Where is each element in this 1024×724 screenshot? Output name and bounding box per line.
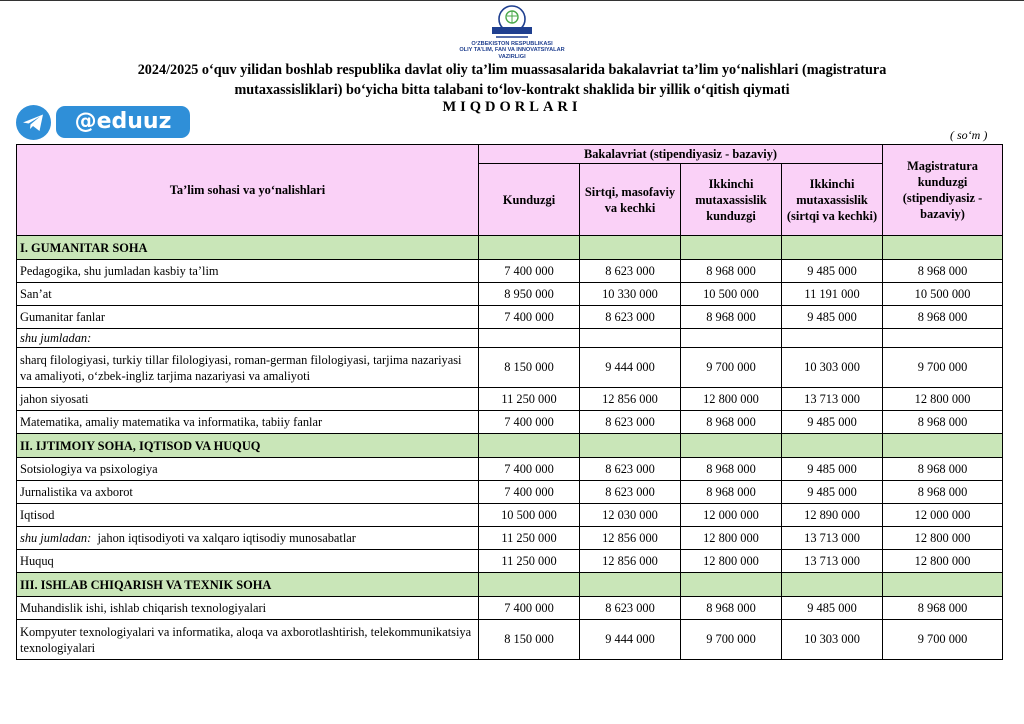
row-name-cell: Huquq: [17, 550, 479, 573]
telegram-icon: [16, 105, 51, 140]
row-name-cell: Matematika, amaliy matematika va informatika, tabiiy fanlar: [17, 411, 479, 434]
section-empty-cell: [782, 434, 883, 458]
header-master: Magistratura kunduzgi (stipendiyasiz - bazaviy): [883, 145, 1003, 236]
fee-value-cell: 8 623 000: [580, 306, 681, 329]
title-line: 2024/2025 o‘quv yilidan boshlab respublika davlat oliy ta’lim muassasalarida bakalavriat ta’lim yo‘nalishlari (magistratura: [137, 62, 887, 78]
fee-value-cell: 12 800 000: [681, 388, 782, 411]
ministry-line: OLIY TA’LIM, FAN VA INNOVATSIYALAR: [459, 47, 565, 54]
fee-value-cell: 12 890 000: [782, 504, 883, 527]
table-row: [17, 481, 1003, 504]
section-empty-cell: [782, 573, 883, 597]
fee-value-cell: 9 485 000: [782, 411, 883, 434]
fee-value-cell: 9 700 000: [883, 620, 1003, 660]
section-empty-cell: [479, 573, 580, 597]
section-empty-cell: [883, 236, 1003, 260]
fee-value-cell: 10 500 000: [883, 283, 1003, 306]
row-name-cell: San’at: [17, 283, 479, 306]
fee-value-cell: 8 968 000: [883, 260, 1003, 283]
row-name-cell: Muhandislik ishi, ishlab chiqarish texnologiyalari: [17, 597, 479, 620]
header-field: Ta’lim sohasi va yo‘nalishlari: [17, 145, 479, 236]
section-empty-cell: [782, 236, 883, 260]
fee-value-cell: 12 800 000: [883, 388, 1003, 411]
fee-value-cell: 11 250 000: [479, 388, 580, 411]
fee-value-cell: 9 700 000: [681, 348, 782, 388]
fee-value-cell: 8 150 000: [479, 620, 580, 660]
table-row: [17, 504, 1003, 527]
fee-value-cell: 12 856 000: [580, 550, 681, 573]
section-title: III. ISHLAB CHIQARISH VA TEXNIK SOHA: [17, 573, 479, 597]
fee-value-cell: 8 950 000: [479, 283, 580, 306]
fee-value-cell: 10 303 000: [782, 620, 883, 660]
ministry-emblem-icon: [487, 3, 537, 41]
fee-value-cell: 9 485 000: [782, 481, 883, 504]
fee-value-cell: 10 500 000: [479, 504, 580, 527]
ministry-line: VAZIRLIGI: [498, 53, 526, 60]
table-row: [17, 550, 1003, 573]
fee-value-cell: 8 968 000: [681, 481, 782, 504]
section-empty-cell: [479, 434, 580, 458]
fee-value-cell: 8 968 000: [681, 260, 782, 283]
fee-value-cell: 8 623 000: [580, 260, 681, 283]
fee-value-cell: 13 713 000: [782, 388, 883, 411]
section-title: II. IJTIMOIY SOHA, IQTISOD VA HUQUQ: [17, 434, 479, 458]
fee-value-cell: 12 856 000: [580, 527, 681, 550]
fee-value-cell: 8 968 000: [883, 481, 1003, 504]
row-name-cell: Pedagogika, shu jumladan kasbiy ta’lim: [17, 260, 479, 283]
fee-value-cell: 8 968 000: [883, 306, 1003, 329]
fee-value-cell: 12 000 000: [681, 504, 782, 527]
empty-cell: [883, 329, 1003, 348]
section-empty-cell: [580, 573, 681, 597]
fee-value-cell: 8 968 000: [681, 306, 782, 329]
fee-value-cell: 10 500 000: [681, 283, 782, 306]
note-row: [17, 329, 1003, 348]
note-text: shu jumladan:: [17, 329, 479, 348]
table-row: [17, 411, 1003, 434]
table-row: [17, 620, 1003, 660]
empty-cell: [681, 329, 782, 348]
row-name-prefix: shu jumladan:: [20, 531, 92, 545]
table-row: [17, 458, 1003, 481]
fee-value-cell: 9 485 000: [782, 260, 883, 283]
section-title: I. GUMANITAR SOHA: [17, 236, 479, 260]
section-row: [17, 573, 1003, 597]
header-bachelor-group: Bakalavriat (stipendiyasiz - bazaviy): [479, 145, 883, 164]
fee-value-cell: 8 968 000: [681, 458, 782, 481]
row-name-cell: Jurnalistika va axborot: [17, 481, 479, 504]
fee-value-cell: 8 623 000: [580, 481, 681, 504]
fee-value-cell: 8 968 000: [883, 411, 1003, 434]
header-second-degree-full-time: Ikkinchi mutaxassislik kunduzgi: [681, 164, 782, 236]
table-body: [17, 236, 1003, 660]
section-empty-cell: [580, 434, 681, 458]
fee-value-cell: 7 400 000: [479, 481, 580, 504]
table-row: [17, 283, 1003, 306]
fee-value-cell: 9 485 000: [782, 597, 883, 620]
fee-value-cell: 12 800 000: [883, 550, 1003, 573]
fee-value-cell: 8 968 000: [883, 458, 1003, 481]
fee-value-cell: 12 000 000: [883, 504, 1003, 527]
fee-value-cell: 7 400 000: [479, 411, 580, 434]
section-empty-cell: [681, 434, 782, 458]
table-row: [17, 348, 1003, 388]
fee-value-cell: 11 250 000: [479, 550, 580, 573]
row-name-cell: sharq filologiyasi, turkiy tillar filologiyasi, roman-german filologiyasi, tarjima nazariyasi va amaliyoti, o‘zbek-ingliz tarjima nazariyasi va amaliyoti: [17, 348, 479, 388]
fee-value-cell: 11 250 000: [479, 527, 580, 550]
fee-value-cell: 11 191 000: [782, 283, 883, 306]
fee-value-cell: 13 713 000: [782, 527, 883, 550]
fee-value-cell: 10 303 000: [782, 348, 883, 388]
fee-value-cell: 12 800 000: [681, 550, 782, 573]
fee-value-cell: 9 444 000: [580, 348, 681, 388]
fee-value-cell: 12 800 000: [883, 527, 1003, 550]
telegram-badge[interactable]: [16, 105, 192, 138]
row-name-cell: Sotsiologiya va psixologiya: [17, 458, 479, 481]
fee-value-cell: 8 968 000: [883, 597, 1003, 620]
header-part-time: Sirtqi, masofaviy va kechki: [580, 164, 681, 236]
table-row: [17, 527, 1003, 550]
empty-cell: [479, 329, 580, 348]
header-full-time: Kunduzgi: [479, 164, 580, 236]
fee-value-cell: 8 623 000: [580, 411, 681, 434]
title-line: mutaxassisliklari) bo‘yicha bitta talabani to‘lov-kontrakt shaklida bir yillik o‘qitish qiymati: [234, 82, 790, 98]
section-empty-cell: [681, 573, 782, 597]
section-row: [17, 434, 1003, 458]
fee-value-cell: 9 485 000: [782, 458, 883, 481]
header-second-degree-part-time: Ikkinchi mutaxassislik (sirtqi va kechki): [782, 164, 883, 236]
fee-value-cell: 9 700 000: [883, 348, 1003, 388]
fee-value-cell: 12 856 000: [580, 388, 681, 411]
row-name-cell: jahon siyosati: [17, 388, 479, 411]
fee-value-cell: 7 400 000: [479, 260, 580, 283]
table-row: [17, 388, 1003, 411]
telegram-handle: @eduuz: [56, 106, 190, 138]
fee-value-cell: 8 968 000: [681, 411, 782, 434]
row-name: jahon iqtisodiyoti va xalqaro iqtisodiy munosabatlar: [97, 531, 356, 545]
section-empty-cell: [580, 236, 681, 260]
fee-value-cell: 9 700 000: [681, 620, 782, 660]
fee-value-cell: 8 968 000: [681, 597, 782, 620]
fee-value-cell: 8 150 000: [479, 348, 580, 388]
document-title: [40, 60, 984, 100]
fee-value-cell: 9 444 000: [580, 620, 681, 660]
table-row: [17, 260, 1003, 283]
currency-unit-label: ( so‘m ): [950, 128, 988, 142]
fee-value-cell: 9 485 000: [782, 306, 883, 329]
top-border-line: [0, 0, 1024, 1]
fee-value-cell: 7 400 000: [479, 458, 580, 481]
fee-value-cell: 13 713 000: [782, 550, 883, 573]
fee-value-cell: 10 330 000: [580, 283, 681, 306]
fee-value-cell: 7 400 000: [479, 306, 580, 329]
fee-value-cell: 7 400 000: [479, 597, 580, 620]
empty-cell: [782, 329, 883, 348]
fee-value-cell: 8 623 000: [580, 597, 681, 620]
document-subtitle: MIQDORLARI: [442, 99, 582, 115]
row-name-cell: Gumanitar fanlar: [17, 306, 479, 329]
fee-value-cell: 12 030 000: [580, 504, 681, 527]
table-row: [17, 306, 1003, 329]
fee-value-cell: 12 800 000: [681, 527, 782, 550]
tuition-fees-table: [16, 144, 1003, 660]
row-name-cell: Iqtisod: [17, 504, 479, 527]
section-empty-cell: [883, 573, 1003, 597]
empty-cell: [580, 329, 681, 348]
section-empty-cell: [883, 434, 1003, 458]
section-empty-cell: [479, 236, 580, 260]
section-empty-cell: [681, 236, 782, 260]
ministry-line: O‘ZBEKISTON RESPUBLIKASI: [471, 41, 553, 47]
table-row: [17, 597, 1003, 620]
row-name-cell: Kompyuter texnologiyalari va informatika, aloqa va axborotlashtirish, telekommunikatsiya texnologiyalari: [17, 620, 479, 660]
section-row: [17, 236, 1003, 260]
ministry-name: [400, 41, 624, 60]
fee-value-cell: 8 623 000: [580, 458, 681, 481]
row-name-cell: [17, 527, 479, 550]
